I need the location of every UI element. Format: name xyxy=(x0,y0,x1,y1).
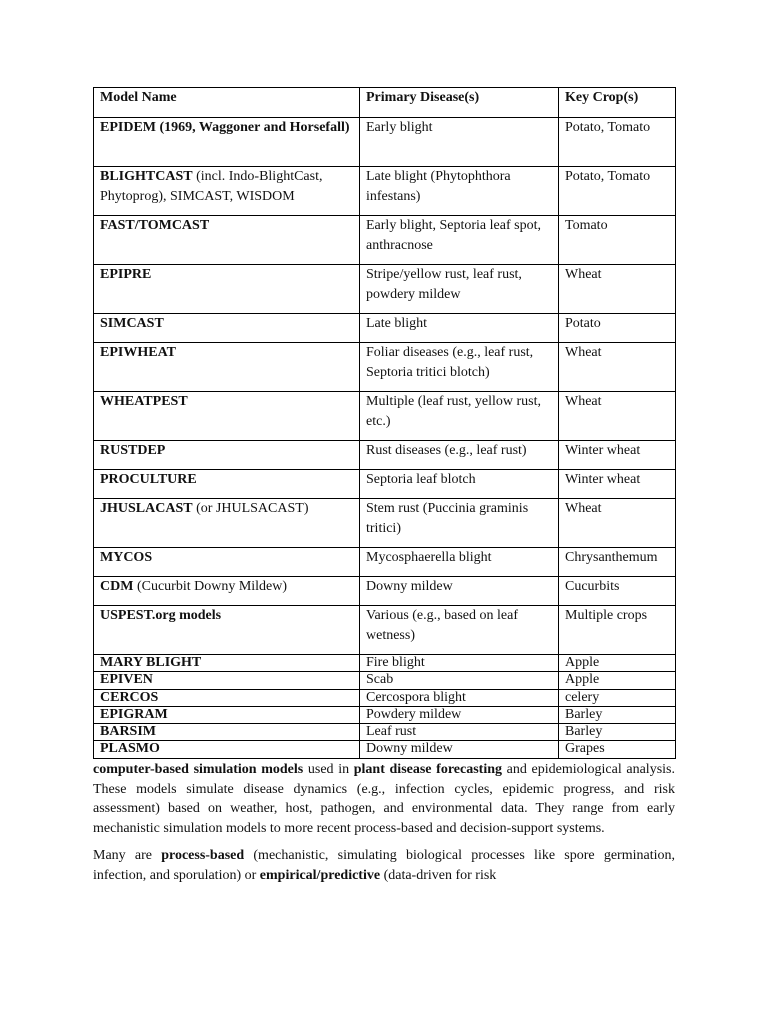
para2-bold-2: empirical/predictive xyxy=(259,867,381,883)
cell-primary-disease: Late blight (Phytophthora infestans) xyxy=(360,167,559,216)
cell-key-crop: Barley xyxy=(559,724,676,741)
cell-key-crop: Grapes xyxy=(559,741,676,758)
cell-model-name xyxy=(94,577,360,606)
cell-primary-disease: Various (e.g., based on leaf wetness) xyxy=(360,606,559,655)
table-row xyxy=(94,606,676,655)
cell-model-name xyxy=(94,724,360,741)
model-name-bold: CDM xyxy=(100,579,134,594)
table-row xyxy=(94,724,676,741)
cell-model-name xyxy=(94,741,360,758)
para1-bold-1: computer-based simulation models xyxy=(93,762,304,777)
cell-model-name xyxy=(94,672,360,689)
cell-model-name xyxy=(94,265,360,314)
cell-key-crop: Winter wheat xyxy=(559,470,676,499)
cell-model-name xyxy=(94,499,360,548)
cell-primary-disease: Multiple (leaf rust, yellow rust, etc.) xyxy=(360,392,559,441)
cell-primary-disease: Powdery mildew xyxy=(360,706,559,723)
cell-key-crop: celery xyxy=(559,689,676,706)
table-row xyxy=(94,672,676,689)
table-row xyxy=(94,392,676,441)
cell-primary-disease: Rust diseases (e.g., leaf rust) xyxy=(360,441,559,470)
cell-key-crop: Apple xyxy=(559,672,676,689)
model-name-bold: EPIPRE xyxy=(100,267,152,282)
table-row xyxy=(94,314,676,343)
table-header-row xyxy=(94,88,676,118)
model-name-bold: EPIVEN xyxy=(100,672,153,688)
model-name-bold: JHUSLACAST xyxy=(100,501,193,516)
cell-primary-disease: Mycosphaerella blight xyxy=(360,548,559,577)
table-row xyxy=(94,265,676,314)
cell-model-name xyxy=(94,216,360,265)
model-name-bold: EPIGRAM xyxy=(100,706,168,722)
table-row xyxy=(94,706,676,723)
cell-key-crop: Winter wheat xyxy=(559,441,676,470)
para2-bold-1: process-based xyxy=(161,848,245,863)
cell-model-name xyxy=(94,689,360,706)
table-row xyxy=(94,741,676,758)
cell-primary-disease: Leaf rust xyxy=(360,724,559,741)
para1-bold-2: plant disease forecasting xyxy=(353,762,503,777)
model-name-bold: RUSTDEP xyxy=(100,443,166,458)
paragraph-1 xyxy=(93,760,675,838)
table-row xyxy=(94,118,676,167)
cell-primary-disease: Late blight xyxy=(360,314,559,343)
cell-model-name xyxy=(94,343,360,392)
cell-key-crop: Cucurbits xyxy=(559,577,676,606)
model-name-bold: BARSIM xyxy=(100,724,157,740)
table-row xyxy=(94,655,676,672)
para2-text-3: (data-driven for risk xyxy=(380,867,497,883)
cell-primary-disease: Scab xyxy=(360,672,559,689)
model-name-bold: EPIWHEAT xyxy=(100,345,176,360)
cell-primary-disease: Fire blight xyxy=(360,655,559,672)
table-row xyxy=(94,577,676,606)
cell-model-name xyxy=(94,470,360,499)
model-name-bold: SIMCAST xyxy=(100,316,164,331)
cell-key-crop: Potato, Tomato xyxy=(559,167,676,216)
model-name-bold: MYCOS xyxy=(100,550,153,565)
model-name-bold: WHEATPEST xyxy=(100,394,188,409)
table-row xyxy=(94,470,676,499)
cell-key-crop: Chrysanthemum xyxy=(559,548,676,577)
cell-primary-disease: Early blight, Septoria leaf spot, anthracnose xyxy=(360,216,559,265)
para1-text-2: and epidemiological analysis. These models simulate disease dynamics (e.g., infection cycles, epidemic progress, and risk assessment) based on weather, host, pathogen, and environmental data. They range from early mechanistic simulation models to more recent process-based and decision-support systems. xyxy=(93,762,675,836)
cell-key-crop: Multiple crops xyxy=(559,606,676,655)
cell-key-crop: Apple xyxy=(559,655,676,672)
cell-key-crop: Wheat xyxy=(559,265,676,314)
cell-primary-disease: Downy mildew xyxy=(360,577,559,606)
cell-key-crop: Tomato xyxy=(559,216,676,265)
model-name-bold: CERCOS xyxy=(100,689,159,705)
cell-primary-disease: Foliar diseases (e.g., leaf rust, Septoria tritici blotch) xyxy=(360,343,559,392)
cell-primary-disease: Early blight xyxy=(360,118,559,167)
model-name-detail: (Cucurbit Downy Mildew) xyxy=(133,579,288,594)
para1-text-1: used in xyxy=(303,762,354,777)
cell-model-name xyxy=(94,392,360,441)
model-name-detail: (or JHULSACAST) xyxy=(192,501,309,516)
cell-model-name xyxy=(94,314,360,343)
cell-model-name xyxy=(94,655,360,672)
cell-key-crop: Wheat xyxy=(559,392,676,441)
para2-text-1: Many are xyxy=(93,848,162,863)
cell-key-crop: Barley xyxy=(559,706,676,723)
cell-primary-disease: Downy mildew xyxy=(360,741,559,758)
cell-key-crop: Potato xyxy=(559,314,676,343)
table-row xyxy=(94,499,676,548)
cell-key-crop: Wheat xyxy=(559,343,676,392)
table-row xyxy=(94,216,676,265)
model-name-bold: BLIGHTCAST xyxy=(100,169,193,184)
cell-primary-disease: Cercospora blight xyxy=(360,689,559,706)
table-row xyxy=(94,441,676,470)
model-name-bold: MARY BLIGHT xyxy=(100,655,202,670)
models-table xyxy=(93,87,676,759)
table-row xyxy=(94,167,676,216)
cell-primary-disease: Stripe/yellow rust, leaf rust, powdery mildew xyxy=(360,265,559,314)
cell-primary-disease: Septoria leaf blotch xyxy=(360,470,559,499)
model-name-bold: PLASMO xyxy=(100,741,160,757)
model-name-bold: EPIDEM (1969, Waggoner and Horsefall) xyxy=(100,120,350,135)
model-name-detail: (incl. Indo-BlightCast, Phytoprog), SIMCAST, WISDOM xyxy=(100,169,323,204)
cell-model-name xyxy=(94,167,360,216)
table-row xyxy=(94,548,676,577)
cell-model-name xyxy=(94,548,360,577)
model-name-bold: FAST/TOMCAST xyxy=(100,218,210,233)
cell-key-crop: Potato, Tomato xyxy=(559,118,676,167)
table-row xyxy=(94,343,676,392)
cell-model-name xyxy=(94,118,360,167)
cell-model-name xyxy=(94,706,360,723)
cell-model-name xyxy=(94,606,360,655)
cell-model-name xyxy=(94,441,360,470)
cell-key-crop: Wheat xyxy=(559,499,676,548)
model-name-bold: PROCULTURE xyxy=(100,472,197,487)
table-row xyxy=(94,689,676,706)
header-primary-disease: Primary Disease(s) xyxy=(360,88,559,118)
body-text xyxy=(93,760,675,893)
cell-primary-disease: Stem rust (Puccinia graminis tritici) xyxy=(360,499,559,548)
header-key-crop: Key Crop(s) xyxy=(559,88,676,118)
header-model-name: Model Name xyxy=(94,88,360,118)
para2-text-2: (mechanistic, simulating biological processes like spore germination, infection, and sporulation) or xyxy=(93,848,675,883)
model-name-bold: USPEST.org models xyxy=(100,608,222,623)
paragraph-2 xyxy=(93,846,675,885)
